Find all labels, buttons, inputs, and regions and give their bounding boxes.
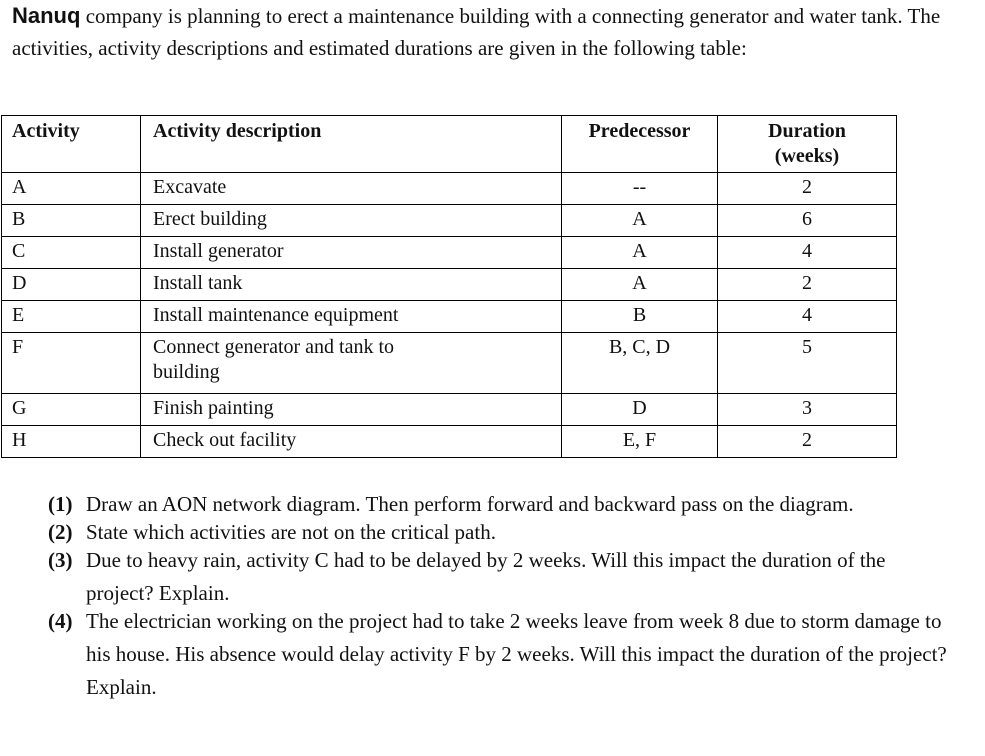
table-row [2, 301, 897, 333]
table-row [2, 173, 897, 205]
cell-predecessor: A [562, 269, 718, 301]
cell-duration: 4 [718, 301, 897, 333]
company-name: Nanuq [12, 3, 81, 28]
question-number: (1) [48, 492, 73, 516]
cell-predecessor: D [562, 394, 718, 426]
header-predecessor: Predecessor [562, 116, 718, 173]
table-row [2, 269, 897, 301]
table-row [2, 333, 897, 394]
question-item [48, 605, 948, 704]
cell-description: Install generator [141, 237, 562, 269]
table-row [2, 426, 897, 458]
header-description: Activity description [141, 116, 562, 173]
table-row [2, 394, 897, 426]
cell-activity: H [2, 426, 141, 458]
table-row [2, 205, 897, 237]
cell-description: Finish painting [141, 394, 562, 426]
question-text: State which activities are not on the critical path. [86, 520, 496, 544]
header-duration [718, 116, 897, 173]
question-number: (3) [48, 548, 73, 572]
activity-table [1, 115, 897, 458]
cell-activity: C [2, 237, 141, 269]
intro-text: company is planning to erect a maintenance building with a connecting generator and water tank. The activities, activity descriptions and estimated durations are given in the following table: [12, 4, 941, 60]
cell-description: Check out facility [141, 426, 562, 458]
table-header-row [2, 116, 897, 173]
cell-activity: B [2, 205, 141, 237]
cell-predecessor: B, C, D [562, 333, 718, 394]
cell-description [141, 333, 562, 394]
table-row [2, 237, 897, 269]
cell-description: Excavate [141, 173, 562, 205]
cell-activity: A [2, 173, 141, 205]
cell-activity: E [2, 301, 141, 333]
cell-activity: D [2, 269, 141, 301]
cell-predecessor: A [562, 237, 718, 269]
cell-duration: 2 [718, 269, 897, 301]
cell-description: Install maintenance equipment [141, 301, 562, 333]
cell-predecessor: B [562, 301, 718, 333]
cell-predecessor: E, F [562, 426, 718, 458]
cell-activity: F [2, 333, 141, 394]
intro-paragraph [12, 0, 972, 64]
cell-duration: 2 [718, 426, 897, 458]
question-item [48, 544, 948, 610]
cell-duration: 3 [718, 394, 897, 426]
question-number: (2) [48, 520, 73, 544]
header-duration-line1: Duration [768, 120, 846, 142]
cell-description-line1: Connect generator and tank to [153, 336, 395, 358]
cell-predecessor: -- [562, 173, 718, 205]
question-text: Draw an AON network diagram. Then perform forward and backward pass on the diagram. [86, 492, 854, 516]
cell-duration: 2 [718, 173, 897, 205]
cell-duration: 6 [718, 205, 897, 237]
question-text: The electrician working on the project had to take 2 weeks leave from week 8 due to storm damage to his house. His absence would delay activity F by 2 weeks. Will this impact the duration of the project? Explain. [86, 609, 947, 699]
question-number: (4) [48, 609, 73, 633]
cell-activity: G [2, 394, 141, 426]
cell-duration: 4 [718, 237, 897, 269]
cell-description: Erect building [141, 205, 562, 237]
header-duration-line2: (weeks) [774, 145, 840, 167]
cell-description: Install tank [141, 269, 562, 301]
question-list [48, 488, 948, 704]
cell-description-line2: building [153, 361, 220, 383]
cell-predecessor: A [562, 205, 718, 237]
cell-duration: 5 [718, 333, 897, 394]
question-text: Due to heavy rain, activity C had to be delayed by 2 weeks. Will this impact the duration of the project? Explain. [86, 548, 886, 605]
header-activity: Activity [2, 116, 141, 173]
